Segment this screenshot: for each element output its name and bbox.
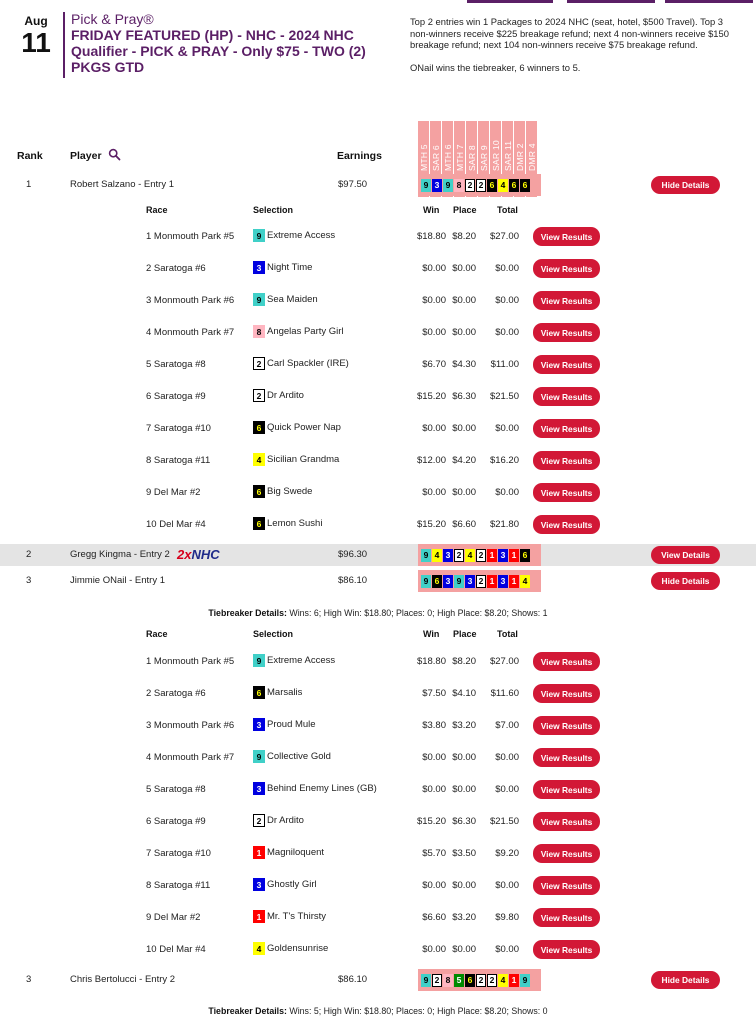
pick-cell: 3 — [432, 179, 442, 192]
program-number: 3 — [253, 261, 265, 274]
detail-place: $6.30 — [452, 816, 476, 827]
detail-total: $0.00 — [495, 880, 519, 891]
detail-place: $6.30 — [452, 391, 476, 402]
detail-selection — [253, 357, 349, 370]
detail-win: $0.00 — [422, 880, 446, 891]
player-rank: 2 — [26, 549, 32, 560]
pick-cell: 1 — [509, 575, 519, 588]
pick-cell: 2 — [476, 179, 486, 192]
detail-win: $3.80 — [422, 720, 446, 731]
pick-cell: 9 — [520, 974, 530, 987]
detail-race: 1 Monmouth Park #5 — [146, 231, 235, 242]
contest-title: FRIDAY FEATURED (HP) - NHC - 2024 NHC Qualifier - PICK & PRAY - Only $75 - TWO (2) PKGS GTD — [71, 27, 366, 75]
pick-cell: 6 — [520, 179, 530, 192]
selection-column-header: Selection — [253, 205, 294, 215]
pick-cell: 2 — [487, 974, 497, 987]
view-results-button[interactable]: View Results — [533, 940, 600, 959]
contest-date — [16, 14, 56, 58]
detail-row — [0, 354, 756, 374]
detail-place: $0.00 — [452, 784, 476, 795]
pick-cell: 1 — [509, 549, 519, 562]
pick-cell: 2 — [476, 974, 486, 987]
player-picks — [418, 174, 541, 196]
player-rank: 3 — [26, 575, 32, 586]
detail-win: $0.00 — [422, 423, 446, 434]
detail-place: $0.00 — [452, 880, 476, 891]
pick-cell: 8 — [454, 179, 464, 192]
view-results-button[interactable]: View Results — [533, 748, 600, 767]
pick-cell: 3 — [443, 575, 453, 588]
rank-column-header: Rank — [17, 150, 43, 162]
horse-name: Extreme Access — [267, 230, 336, 241]
detail-win: $5.70 — [422, 848, 446, 859]
detail-win: $0.00 — [422, 784, 446, 795]
pick-cell: 6 — [465, 974, 475, 987]
detail-place: $0.00 — [452, 423, 476, 434]
program-number: 6 — [253, 421, 265, 434]
race-header-label: MTH 6 — [443, 144, 453, 171]
detail-row — [0, 875, 756, 895]
earnings-column-header: Earnings — [337, 150, 382, 162]
contest-title-block — [71, 11, 396, 75]
player-name[interactable]: Robert Salzano - Entry 1 — [70, 179, 175, 190]
detail-total: $7.00 — [495, 720, 519, 731]
pick-cell: 6 — [487, 179, 497, 192]
horse-name: Magniloquent — [267, 847, 325, 858]
detail-race: 10 Del Mar #4 — [146, 944, 206, 955]
pick-cell: 4 — [520, 575, 530, 588]
detail-race: 2 Saratoga #6 — [146, 263, 206, 274]
detail-race: 9 Del Mar #2 — [146, 487, 201, 498]
horse-name: Sicilian Grandma — [267, 454, 340, 465]
detail-total: $0.00 — [495, 752, 519, 763]
horse-name: Collective Gold — [267, 751, 331, 762]
detail-row — [0, 811, 756, 831]
player-picks — [418, 969, 541, 991]
horse-name: Dr Ardito — [267, 390, 304, 401]
program-number: 2 — [253, 357, 265, 370]
race-column-header: Race — [146, 629, 168, 639]
detail-total: $11.60 — [490, 688, 519, 699]
detail-row — [0, 386, 756, 406]
detail-win: $15.20 — [416, 816, 446, 827]
details-toggle-button[interactable]: Hide Details — [651, 971, 720, 989]
detail-race: 3 Monmouth Park #6 — [146, 295, 235, 306]
horse-name: Mr. T's Thirsty — [267, 911, 326, 922]
pick-cell: 9 — [421, 575, 431, 588]
detail-race: 7 Saratoga #10 — [146, 423, 211, 434]
horse-name: Dr Ardito — [267, 815, 304, 826]
detail-total: $21.50 — [489, 816, 519, 827]
detail-selection — [253, 325, 344, 338]
detail-row — [0, 843, 756, 863]
horse-name: Marsalis — [267, 687, 303, 698]
pick-cell: 6 — [432, 575, 442, 588]
player-row — [0, 969, 756, 991]
details-toggle-button[interactable]: Hide Details — [651, 176, 720, 194]
win-column-header: Win — [423, 629, 440, 639]
detail-win: $15.20 — [416, 391, 446, 402]
detail-place: $0.00 — [452, 263, 476, 274]
top-nav-strip — [467, 0, 756, 4]
detail-place: $0.00 — [452, 944, 476, 955]
program-number: 4 — [253, 942, 265, 955]
detail-place: $8.20 — [452, 656, 476, 667]
contest-description — [410, 16, 740, 73]
player-name[interactable]: Gregg Kingma - Entry 2 — [70, 549, 170, 560]
pick-cell: 9 — [421, 179, 431, 192]
contest-brand: Pick & Pray® — [71, 11, 154, 27]
detail-total: $27.00 — [489, 656, 519, 667]
detail-selection — [253, 453, 339, 466]
horse-name: Behind Enemy Lines (GB) — [267, 783, 377, 794]
detail-win: $0.00 — [422, 263, 446, 274]
detail-place: $0.00 — [452, 295, 476, 306]
view-results-button[interactable]: View Results — [533, 419, 600, 438]
pick-cell: 4 — [498, 179, 508, 192]
total-column-header: Total — [497, 629, 518, 639]
tiebreaker-label: Tiebreaker Details: — [208, 1006, 287, 1016]
detail-place: $0.00 — [452, 327, 476, 338]
race-header-label: SAR 10 — [491, 140, 501, 171]
detail-selection — [253, 517, 322, 530]
detail-win: $12.00 — [416, 455, 446, 466]
pick-cell: 1 — [487, 575, 497, 588]
program-number: 6 — [253, 686, 265, 699]
view-results-button[interactable]: View Results — [533, 844, 600, 863]
detail-row — [0, 450, 756, 470]
horse-name: Angelas Party Girl — [267, 326, 344, 337]
view-results-button[interactable]: View Results — [533, 908, 600, 927]
nhc-badge-multiplier: 2x — [177, 547, 192, 562]
detail-win: $0.00 — [422, 487, 446, 498]
total-column-header: Total — [497, 205, 518, 215]
horse-name: Night Time — [267, 262, 313, 273]
detail-place: $0.00 — [452, 752, 476, 763]
win-column-header: Win — [423, 205, 440, 215]
detail-win: $0.00 — [422, 752, 446, 763]
detail-selection — [253, 389, 304, 402]
detail-selection — [253, 814, 304, 827]
detail-race: 4 Monmouth Park #7 — [146, 752, 235, 763]
pick-cell: 8 — [443, 974, 453, 987]
detail-race: 6 Saratoga #9 — [146, 816, 206, 827]
player-earnings: $96.30 — [338, 549, 368, 560]
detail-win: $15.20 — [416, 519, 446, 530]
view-results-button[interactable]: View Results — [533, 227, 600, 246]
detail-total: $0.00 — [495, 423, 519, 434]
horse-name: Carl Spackler (IRE) — [267, 358, 349, 369]
program-number: 4 — [253, 453, 265, 466]
program-number: 1 — [253, 910, 265, 923]
nhc-badge — [177, 547, 220, 562]
pick-cell: 3 — [443, 549, 453, 562]
detail-row — [0, 907, 756, 927]
detail-selection — [253, 654, 335, 667]
detail-total: $0.00 — [495, 295, 519, 306]
pick-cell: 6 — [520, 549, 530, 562]
tiebreaker-label: Tiebreaker Details: — [208, 608, 287, 618]
pick-cell: 1 — [509, 974, 519, 987]
program-number: 9 — [253, 750, 265, 763]
detail-total: $16.20 — [489, 455, 519, 466]
header-divider — [63, 12, 65, 78]
view-results-button[interactable]: View Results — [533, 323, 600, 342]
detail-selection — [253, 878, 317, 891]
date-day: 11 — [21, 27, 51, 58]
detail-total: $21.50 — [489, 391, 519, 402]
tiebreaker-values: Wins: 6; High Win: $18.80; Places: 0; High Place: $8.20; Shows: 1 — [289, 608, 548, 618]
view-results-button[interactable]: View Results — [533, 812, 600, 831]
player-picks — [418, 570, 541, 592]
horse-name: Proud Mule — [267, 719, 316, 730]
detail-place: $4.20 — [452, 455, 476, 466]
detail-place: $3.50 — [452, 848, 476, 859]
detail-place: $6.60 — [452, 519, 476, 530]
pick-cell: 5 — [454, 974, 464, 987]
detail-race: 4 Monmouth Park #7 — [146, 327, 235, 338]
program-number: 9 — [253, 293, 265, 306]
detail-total: $0.00 — [495, 263, 519, 274]
detail-row — [0, 779, 756, 799]
detail-total: $0.00 — [495, 487, 519, 498]
pick-cell: 6 — [509, 179, 519, 192]
detail-selection — [253, 421, 341, 434]
detail-selection — [253, 942, 328, 955]
pick-cell: 4 — [498, 974, 508, 987]
tiebreaker-details — [0, 608, 756, 618]
race-header-label: SAR 11 — [503, 140, 513, 171]
player-row — [0, 174, 756, 196]
horse-name: Extreme Access — [267, 655, 336, 666]
view-results-button[interactable]: View Results — [533, 387, 600, 406]
detail-race: 5 Saratoga #8 — [146, 784, 206, 795]
detail-place: $3.20 — [452, 912, 476, 923]
pick-cell: 9 — [421, 549, 431, 562]
tiebreaker-details — [0, 1006, 756, 1016]
player-column-header: Player — [70, 150, 102, 162]
view-results-button[interactable]: View Results — [533, 483, 600, 502]
detail-row — [0, 747, 756, 767]
tiebreaker-values: Wins: 5; High Win: $18.80; Places: 0; High Place: $8.20; Shows: 0 — [289, 1006, 548, 1016]
detail-selection — [253, 229, 335, 242]
detail-place: $4.10 — [452, 688, 476, 699]
prize-description: Top 2 entries win 1 Packages to 2024 NHC (seat, hotel, $500 Travel). Top 3 non-winners receive $225 breakage refund; next 4 non-winners receive $150 breakage refund; next 104 non-winners receive $75 breakage refund. — [410, 16, 729, 51]
detail-win: $6.60 — [422, 912, 446, 923]
pick-cell: 9 — [443, 179, 453, 192]
program-number: 3 — [253, 878, 265, 891]
program-number: 8 — [253, 325, 265, 338]
player-name[interactable]: Chris Bertolucci - Entry 2 — [70, 974, 176, 985]
view-results-button[interactable]: View Results — [533, 652, 600, 671]
program-number: 6 — [253, 485, 265, 498]
player-row — [0, 570, 756, 592]
program-number: 9 — [253, 654, 265, 667]
program-number: 9 — [253, 229, 265, 242]
detail-total: $11.00 — [490, 359, 519, 370]
details-toggle-button[interactable]: Hide Details — [651, 572, 720, 590]
view-results-button[interactable]: View Results — [533, 259, 600, 278]
detail-row — [0, 939, 756, 959]
place-column-header: Place — [453, 205, 477, 215]
detail-selection — [253, 846, 324, 859]
detail-race: 5 Saratoga #8 — [146, 359, 206, 370]
pick-cell: 3 — [465, 575, 475, 588]
pick-cell: 3 — [498, 549, 508, 562]
nhc-badge-label: NHC — [191, 547, 220, 562]
detail-win: $18.80 — [416, 231, 446, 242]
detail-total: $9.80 — [495, 912, 519, 923]
detail-race: 10 Del Mar #4 — [146, 519, 206, 530]
program-number: 3 — [253, 718, 265, 731]
player-earnings: $86.10 — [338, 974, 368, 985]
pick-cell: 9 — [454, 575, 464, 588]
detail-selection — [253, 293, 318, 306]
place-column-header: Place — [453, 629, 477, 639]
pick-cell: 2 — [476, 549, 486, 562]
program-number: 2 — [253, 814, 265, 827]
program-number: 2 — [253, 389, 265, 402]
detail-race: 1 Monmouth Park #5 — [146, 656, 235, 667]
view-results-button[interactable]: View Results — [533, 716, 600, 735]
pick-cell: 3 — [498, 575, 508, 588]
detail-row — [0, 226, 756, 246]
horse-name: Lemon Sushi — [267, 518, 323, 529]
race-header-label: DMR 2 — [515, 143, 525, 171]
player-picks — [418, 544, 541, 566]
pick-cell: 9 — [421, 974, 431, 987]
detail-selection — [253, 686, 302, 699]
horse-name: Goldensunrise — [267, 943, 329, 954]
detail-row — [0, 322, 756, 342]
program-number: 6 — [253, 517, 265, 530]
detail-race: 8 Saratoga #11 — [146, 880, 211, 891]
pick-cell: 2 — [432, 974, 442, 987]
details-toggle-button[interactable]: View Details — [651, 546, 720, 564]
detail-selection — [253, 910, 326, 923]
view-results-button[interactable]: View Results — [533, 780, 600, 799]
detail-race: 2 Saratoga #6 — [146, 688, 206, 699]
detail-win: $18.80 — [416, 656, 446, 667]
view-results-button[interactable]: View Results — [533, 355, 600, 374]
player-row — [0, 544, 756, 566]
detail-place: $0.00 — [452, 487, 476, 498]
detail-race: 6 Saratoga #9 — [146, 391, 206, 402]
race-header-label: DMR 4 — [527, 143, 537, 171]
pick-cell: 4 — [432, 549, 442, 562]
program-number: 1 — [253, 846, 265, 859]
view-results-button[interactable]: View Results — [533, 291, 600, 310]
detail-total: $0.00 — [495, 784, 519, 795]
horse-name: Sea Maiden — [267, 294, 318, 305]
detail-selection — [253, 782, 377, 795]
detail-row — [0, 683, 756, 703]
player-name[interactable]: Jimmie ONail - Entry 1 — [70, 575, 166, 586]
detail-row — [0, 482, 756, 502]
player-rank: 3 — [26, 974, 32, 985]
view-results-button[interactable]: View Results — [533, 451, 600, 470]
detail-win: $0.00 — [422, 327, 446, 338]
detail-row — [0, 651, 756, 671]
detail-total: $0.00 — [495, 944, 519, 955]
detail-selection — [253, 261, 312, 274]
horse-name: Big Swede — [267, 486, 313, 497]
race-header-label: MTH 7 — [455, 144, 465, 171]
detail-row — [0, 418, 756, 438]
detail-row — [0, 514, 756, 534]
pick-cell: 2 — [476, 575, 486, 588]
detail-selection — [253, 485, 312, 498]
player-rank: 1 — [26, 179, 32, 190]
program-number: 3 — [253, 782, 265, 795]
detail-total: $9.20 — [495, 848, 519, 859]
pick-cell: 2 — [454, 549, 464, 562]
detail-win: $0.00 — [422, 944, 446, 955]
detail-selection — [253, 718, 316, 731]
detail-row — [0, 290, 756, 310]
race-header-label: MTH 5 — [419, 144, 429, 171]
view-results-button[interactable]: View Results — [533, 684, 600, 703]
detail-selection — [253, 750, 331, 763]
detail-total: $27.00 — [489, 231, 519, 242]
race-column-header: Race — [146, 205, 168, 215]
detail-total: $21.80 — [489, 519, 519, 530]
view-results-button[interactable]: View Results — [533, 515, 600, 534]
pick-cell: 2 — [465, 179, 475, 192]
detail-race: 8 Saratoga #11 — [146, 455, 211, 466]
detail-place: $4.30 — [452, 359, 476, 370]
race-header-label: SAR 8 — [467, 145, 477, 171]
detail-win: $0.00 — [422, 295, 446, 306]
player-earnings: $97.50 — [338, 179, 368, 190]
detail-row — [0, 258, 756, 278]
tiebreak-note: ONail wins the tiebreaker, 6 winners to 5. — [410, 61, 581, 73]
detail-win: $6.70 — [422, 359, 446, 370]
date-month: Aug — [24, 14, 48, 28]
race-header-label: SAR 6 — [431, 145, 441, 171]
detail-race: 7 Saratoga #10 — [146, 848, 211, 859]
player-earnings: $86.10 — [338, 575, 368, 586]
pick-cell: 4 — [465, 549, 475, 562]
horse-name: Ghostly Girl — [267, 879, 317, 890]
horse-name: Quick Power Nap — [267, 422, 341, 433]
detail-race: 9 Del Mar #2 — [146, 912, 201, 923]
view-results-button[interactable]: View Results — [533, 876, 600, 895]
detail-place: $3.20 — [452, 720, 476, 731]
detail-race: 3 Monmouth Park #6 — [146, 720, 235, 731]
selection-column-header: Selection — [253, 629, 294, 639]
search-icon[interactable] — [108, 148, 121, 161]
pick-cell: 1 — [487, 549, 497, 562]
detail-total: $0.00 — [495, 327, 519, 338]
detail-row — [0, 715, 756, 735]
detail-win: $7.50 — [422, 688, 446, 699]
race-header-label: SAR 9 — [479, 145, 489, 171]
detail-place: $8.20 — [452, 231, 476, 242]
